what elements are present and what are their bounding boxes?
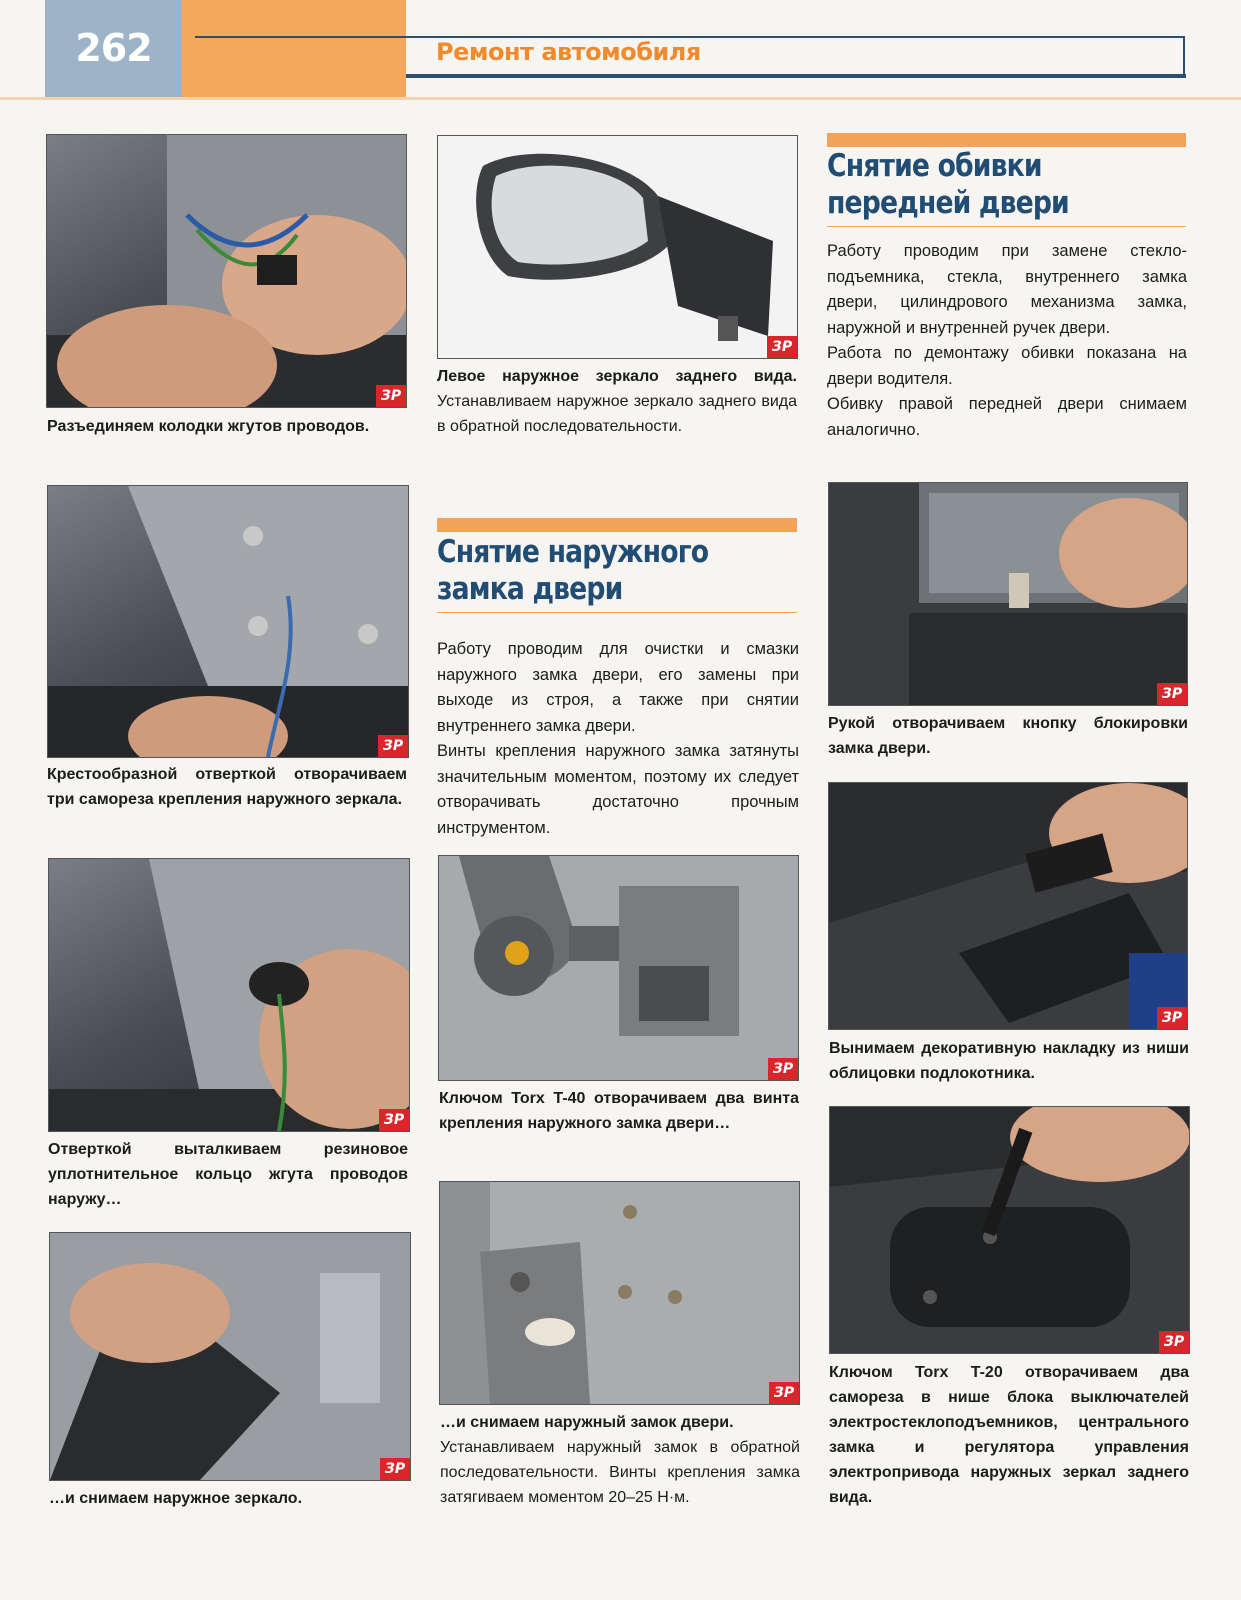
photo-illustration	[48, 486, 408, 757]
section-bar	[827, 133, 1186, 147]
caption-disconnect-wiring: Разъединяем колодки жгутов проводов.	[47, 418, 370, 435]
photo-torx-t20	[829, 1106, 1190, 1354]
caption-torx-t20: Ключом Torx T-20 отворачиваем два самореза в нише блока выключателей электростеклоподъемников, центрального замка и регулятора управления электропривода наружных зеркал заднего вида.	[829, 1364, 1189, 1506]
photo-badge: ЗР	[376, 385, 406, 407]
photo-badge: ЗР	[1157, 683, 1187, 705]
photo-illustration	[829, 783, 1187, 1029]
photo-disconnect-wiring	[46, 134, 407, 408]
section-rule	[827, 226, 1186, 227]
section-bar	[437, 518, 797, 532]
photo-push-grommet	[48, 858, 410, 1132]
caption-unscrew-mirror: Крестообразной отверткой отворачиваем три самореза крепления наружного зеркала.	[47, 766, 407, 808]
paragraph: Работа по демонтажу обивки показана на двери водителя.	[827, 344, 1187, 388]
photo-armrest-cover	[828, 782, 1188, 1030]
door-trim-text	[827, 239, 1187, 443]
header-accent-block	[182, 0, 406, 97]
photo-illustration	[829, 483, 1187, 705]
photo-lock-button	[828, 482, 1188, 706]
photo-badge: ЗР	[380, 1458, 410, 1480]
paragraph: Винты крепления наружного замка затянуты значительным моментом, поэтому их следует отворачивать достаточно прочным инструментом.	[437, 742, 799, 837]
photo-illustration	[438, 136, 797, 358]
photo-unscrew-mirror	[47, 485, 409, 758]
header-rule-right	[1183, 36, 1185, 78]
photo-illustration	[49, 859, 409, 1131]
photo-torx-t40	[438, 855, 799, 1081]
photo-illustration	[47, 135, 406, 407]
photo-illustration	[830, 1107, 1189, 1353]
photo-badge: ЗР	[1159, 1331, 1189, 1353]
photo-left-mirror	[437, 135, 798, 359]
photo-badge: ЗР	[768, 1058, 798, 1080]
paragraph: Работу проводим для очистки и смазки наружного замка двери, его замены при выходе из строя, а также при снятии внутреннего замка двери.	[437, 640, 799, 735]
caption-remove-mirror: …и снимаем наружное зеркало.	[49, 1490, 303, 1507]
photo-badge: ЗР	[378, 735, 408, 757]
caption-left-mirror: Левое наружное зеркало заднего вида. Устанавливаем наружное зеркало заднего вида в обратной последовательности.	[437, 368, 797, 435]
photo-remove-mirror	[49, 1232, 411, 1481]
header-divider	[0, 97, 1241, 100]
section-heading-outer-lock: Снятие наружного замка двери	[437, 534, 709, 607]
photo-illustration	[50, 1233, 410, 1480]
photo-badge: ЗР	[767, 336, 797, 358]
photo-badge: ЗР	[769, 1382, 799, 1404]
outer-lock-text	[437, 637, 799, 841]
paragraph: Работу проводим при замене стеклоподъемника, стекла, внутреннего замка двери, цилиндрового механизма замка, наружной и внутренней ручек двери.	[827, 242, 1187, 337]
caption-remove-outer-lock: …и снимаем наружный замок двери. Устанавливаем наружный замок в обратной последовательности. Винты крепления замка затягиваем моментом 20–25 Н·м.	[440, 1414, 800, 1506]
page-number-box	[45, 0, 182, 97]
photo-badge: ЗР	[379, 1109, 409, 1131]
header-rule-bottom	[406, 74, 1186, 78]
section-rule	[437, 612, 797, 613]
paragraph: Обивку правой передней двери снимаем аналогично.	[827, 395, 1187, 439]
caption-push-grommet: Отверткой выталкиваем резиновое уплотнительное кольцо жгута проводов наружу…	[48, 1141, 408, 1208]
photo-illustration	[439, 856, 798, 1080]
caption-lock-button: Рукой отворачиваем кнопку блокировки замка двери.	[828, 715, 1188, 757]
section-heading-door-trim: Снятие обивки передней двери	[827, 148, 1069, 221]
page-number: 262	[75, 26, 152, 70]
photo-remove-outer-lock	[439, 1181, 800, 1405]
caption-armrest-cover: Вынимаем декоративную накладку из ниши облицовки подлокотника.	[829, 1040, 1189, 1082]
photo-badge: ЗР	[1157, 1007, 1187, 1029]
running-header-title: Ремонт автомобиля	[436, 38, 701, 66]
caption-torx-t40: Ключом Torx T-40 отворачиваем два винта крепления наружного замка двери…	[439, 1090, 799, 1132]
photo-illustration	[440, 1182, 799, 1404]
